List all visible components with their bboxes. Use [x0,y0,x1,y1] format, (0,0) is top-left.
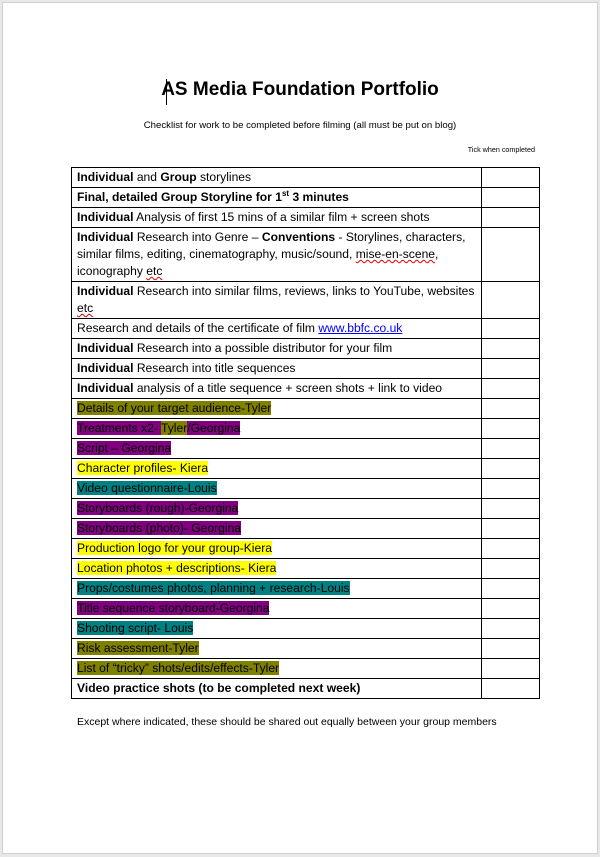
task-text: Character profiles- Kiera [77,461,209,475]
task-text: Tyler [161,421,188,435]
tick-box-cell[interactable] [482,499,540,519]
task-text: etc [146,264,163,278]
checklist-row [72,282,540,319]
tick-box-cell[interactable] [482,168,540,188]
checklist-task-cell [72,639,482,659]
checklist-table [71,167,540,699]
checklist-task-cell [72,459,482,479]
task-text: Shooting script- Louis [77,621,194,635]
checklist-row [72,559,540,579]
checklist-row [72,399,540,419]
task-text: Research into a possible distributor for your film [133,341,393,355]
checklist-task-cell [72,619,482,639]
task-text: Props/costumes photos, planning + research-Louis [77,581,350,595]
tick-box-cell[interactable] [482,639,540,659]
task-text: , iconography [77,247,439,278]
checklist-row [72,188,540,208]
checklist-task-cell [72,479,482,499]
checklist-task-cell [72,659,482,679]
checklist-row [72,459,540,479]
task-text: Video questionnaire-Louis [77,481,217,495]
footer-note: Except where indicated, these should be shared out equally between your group members [77,716,497,728]
checklist-row [72,539,540,559]
tick-box-cell[interactable] [482,319,540,339]
task-text: Individual [77,381,134,395]
task-text: Research into title sequences [133,361,296,375]
task-text: Individual [77,210,134,224]
task-text: Conventions [261,230,336,244]
task-text: etc [77,301,94,315]
checklist-task-cell [72,359,482,379]
checklist-row [72,519,540,539]
checklist-task-cell [72,579,482,599]
tick-box-cell[interactable] [482,208,540,228]
tick-box-cell[interactable] [482,599,540,619]
tick-box-cell[interactable] [482,228,540,282]
task-text: analysis of a title sequence + screen shots + link to video [133,381,443,395]
checklist-task-cell [72,188,482,208]
checklist-row [72,579,540,599]
checklist-row [72,619,540,639]
task-text: storylines [196,170,252,184]
task-text: and [133,170,161,184]
tick-box-cell[interactable] [482,479,540,499]
checklist-row [72,479,540,499]
checklist-task-cell [72,208,482,228]
task-text: Individual [77,230,134,244]
task-text: mise-en-scene [355,247,436,261]
checklist-row [72,599,540,619]
tick-column-note: Tick when completed [467,145,535,154]
task-text: Treatments x2- [77,421,162,435]
checklist-row [72,339,540,359]
checklist-task-cell [72,539,482,559]
task-text: /Georgina [187,421,241,435]
tick-box-cell[interactable] [482,399,540,419]
task-text: Video practice shots (to be completed next week) [77,681,361,695]
task-text: Location photos + descriptions- Kiera [77,561,277,575]
tick-box-cell[interactable] [482,519,540,539]
checklist-task-cell [72,168,482,188]
checklist-row [72,319,540,339]
task-text: Production logo for your group-Kiera [77,541,272,555]
tick-box-cell[interactable] [482,419,540,439]
tick-box-cell[interactable] [482,439,540,459]
checklist-task-cell [72,282,482,319]
task-text: Storyboards (rough)-Georgina [77,501,239,515]
page-subtitle: Checklist for work to be completed before filming (all must be put on blog) [143,120,457,131]
tick-box-cell[interactable] [482,379,540,399]
checklist-row [72,419,540,439]
tick-box-cell[interactable] [482,359,540,379]
checklist-row [72,439,540,459]
checklist-task-cell [72,679,482,699]
checklist-task-cell [72,499,482,519]
task-text: - Storylines, characters, similar films, editing, cinematography, music/sound, [77,230,466,261]
page-title: AS Media Foundation Portfolio [161,79,439,100]
checklist-task-cell [72,399,482,419]
tick-box-cell[interactable] [482,539,540,559]
task-text: Title sequence storyboard-Georgina [77,601,270,615]
task-text: Details of your target audience-Tyler [77,401,272,415]
checklist-task-cell [72,339,482,359]
task-text: Research and details of the certificate of film [77,321,319,335]
checklist-row [72,499,540,519]
tick-box-cell[interactable] [482,339,540,359]
bbfc-link[interactable]: www.bbfc.co.uk [318,321,403,335]
checklist-row [72,228,540,282]
checklist-row [72,359,540,379]
checklist-task-cell [72,228,482,282]
tick-box-cell[interactable] [482,679,540,699]
checklist-task-cell [72,439,482,459]
task-text: Final, detailed Group Storyline for 1 [77,190,282,204]
task-text: Research into Genre – [133,230,262,244]
checklist-task-cell [72,319,482,339]
checklist-row [72,379,540,399]
task-text: Individual [77,341,134,355]
task-text: Individual [77,170,134,184]
task-text: Group [160,170,197,184]
tick-box-cell[interactable] [482,559,540,579]
checklist-row [72,659,540,679]
task-text: Script – Georgina [77,441,172,455]
checklist-task-cell [72,519,482,539]
tick-box-cell[interactable] [482,188,540,208]
checklist-task-cell [72,559,482,579]
task-text: Storyboards (photo)- Georgina [77,521,242,535]
task-text: List of “tricky” shots/edits/effects-Tyler [77,661,280,675]
checklist-row [72,679,540,699]
checklist-row [72,168,540,188]
task-text: st [281,188,290,198]
checklist-task-cell [72,379,482,399]
checklist-task-cell [72,419,482,439]
task-text: 3 minutes [289,190,349,204]
tick-box-cell[interactable] [482,459,540,479]
tick-box-cell[interactable] [482,579,540,599]
task-text: Analysis of first 15 mins of a similar film + screen shots [133,210,430,224]
checklist-body [72,168,540,699]
task-text: Risk assessment-Tyler [77,641,199,655]
checklist-row [72,639,540,659]
task-text: Research into similar films, reviews, links to YouTube, websites [133,284,475,298]
task-text: Individual [77,361,134,375]
tick-box-cell[interactable] [482,659,540,679]
task-text: Individual [77,284,134,298]
document-page [2,2,598,854]
checklist-row [72,208,540,228]
tick-box-cell[interactable] [482,619,540,639]
checklist-task-cell [72,599,482,619]
tick-box-cell[interactable] [482,282,540,319]
